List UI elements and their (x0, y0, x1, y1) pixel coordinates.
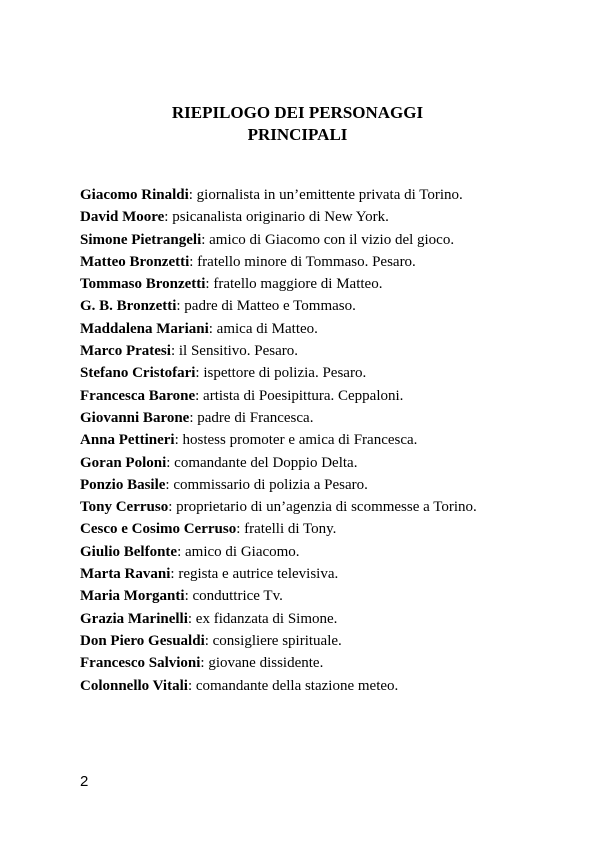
character-name: Francesca Barone (80, 387, 196, 404)
character-name: G. B. Bronzetti (80, 298, 177, 315)
character-entry (80, 429, 513, 451)
page-title: RIEPILOGO DEI PERSONAGGI PRINCIPALI (171, 103, 424, 144)
character-entry (80, 675, 513, 697)
character-name: Don Piero Gesualdi (80, 632, 205, 649)
character-entry (80, 295, 513, 317)
character-name: Giulio Belfonte (80, 543, 178, 560)
character-name: Goran Poloni (80, 454, 167, 471)
character-description: : hostess promoter e amica di Francesca. (174, 432, 418, 449)
character-name: Giovanni Barone (80, 409, 190, 426)
character-name: Grazia Marinelli (80, 610, 188, 627)
character-description: : regista e autrice televisiva. (170, 566, 339, 583)
character-name: Marta Ravani (80, 566, 171, 583)
character-name: Tommaso Bronzetti (80, 276, 206, 293)
character-description: : artista di Poesipittura. Ceppaloni. (195, 387, 404, 404)
character-description: : padre di Matteo e Tommaso. (176, 298, 356, 315)
character-entry (80, 541, 513, 563)
character-description: : fratello maggiore di Matteo. (205, 276, 383, 293)
character-description: : amico di Giacomo. (177, 543, 300, 560)
character-name: Stefano Cristofari (80, 365, 196, 382)
character-name: Simone Pietrangeli (80, 231, 202, 248)
character-entry (80, 340, 513, 362)
character-name: Colonnello Vitali (80, 677, 188, 694)
character-name: Maddalena Mariani (80, 320, 209, 337)
character-description: : psicanalista originario di New York. (164, 209, 389, 226)
character-entry (80, 251, 513, 273)
character-entry (80, 385, 513, 407)
character-name: David Moore (80, 209, 165, 226)
character-description: : giornalista in un’emittente privata di Torino. (188, 187, 463, 203)
character-description: : ispettore di polizia. Pesaro. (195, 365, 367, 382)
character-entry (80, 585, 513, 607)
character-entry (80, 518, 513, 540)
character-entry (80, 474, 513, 496)
character-description: : ex fidanzata di Simone. (187, 610, 338, 627)
character-description: : commissario di polizia a Pesaro. (165, 476, 368, 493)
character-description: : giovane dissidente. (200, 655, 324, 672)
character-name: Ponzio Basile (80, 476, 166, 493)
character-description: : fratelli di Tony. (236, 521, 337, 538)
character-name: Anna Pettineri (80, 432, 175, 449)
character-description: : amica di Matteo. (208, 320, 318, 337)
character-entry (80, 273, 513, 295)
character-description: : comandante del Doppio Delta. (166, 454, 358, 471)
character-name: Marco Pratesi (80, 343, 171, 360)
character-entry (80, 362, 513, 384)
character-entry (80, 608, 513, 630)
character-list (80, 184, 513, 697)
character-description: : amico di Giacomo con il vizio del gioco. (201, 231, 455, 248)
character-name: Matteo Bronzetti (80, 253, 190, 270)
character-entry (80, 563, 513, 585)
character-description: : proprietario di un’agenzia di scommesse a Torino. (168, 499, 477, 516)
character-name: Maria Morganti (80, 588, 185, 605)
character-entry (80, 184, 513, 206)
character-description: : conduttrice Tv. (184, 588, 283, 605)
character-entry (80, 630, 513, 652)
character-entry (80, 407, 513, 429)
character-description: : padre di Francesca. (189, 409, 314, 426)
character-name: Cesco e Cosimo Cerruso (80, 521, 237, 538)
character-entry (80, 496, 513, 518)
character-entry (80, 206, 513, 228)
character-description: : comandante della stazione meteo. (187, 677, 399, 694)
character-entry (80, 452, 513, 474)
character-entry (80, 229, 513, 251)
character-name: Giacomo Rinaldi (80, 187, 189, 203)
character-description: : il Sensitivo. Pesaro. (170, 343, 299, 360)
character-name: Tony Cerruso (80, 499, 169, 516)
character-name: Francesco Salvioni (80, 655, 201, 672)
character-entry (80, 652, 513, 674)
character-entry (80, 318, 513, 340)
character-description: : fratello minore di Tommaso. Pesaro. (189, 253, 416, 270)
character-description: : consigliere spirituale. (204, 632, 342, 649)
page-number: 2 (80, 773, 89, 790)
